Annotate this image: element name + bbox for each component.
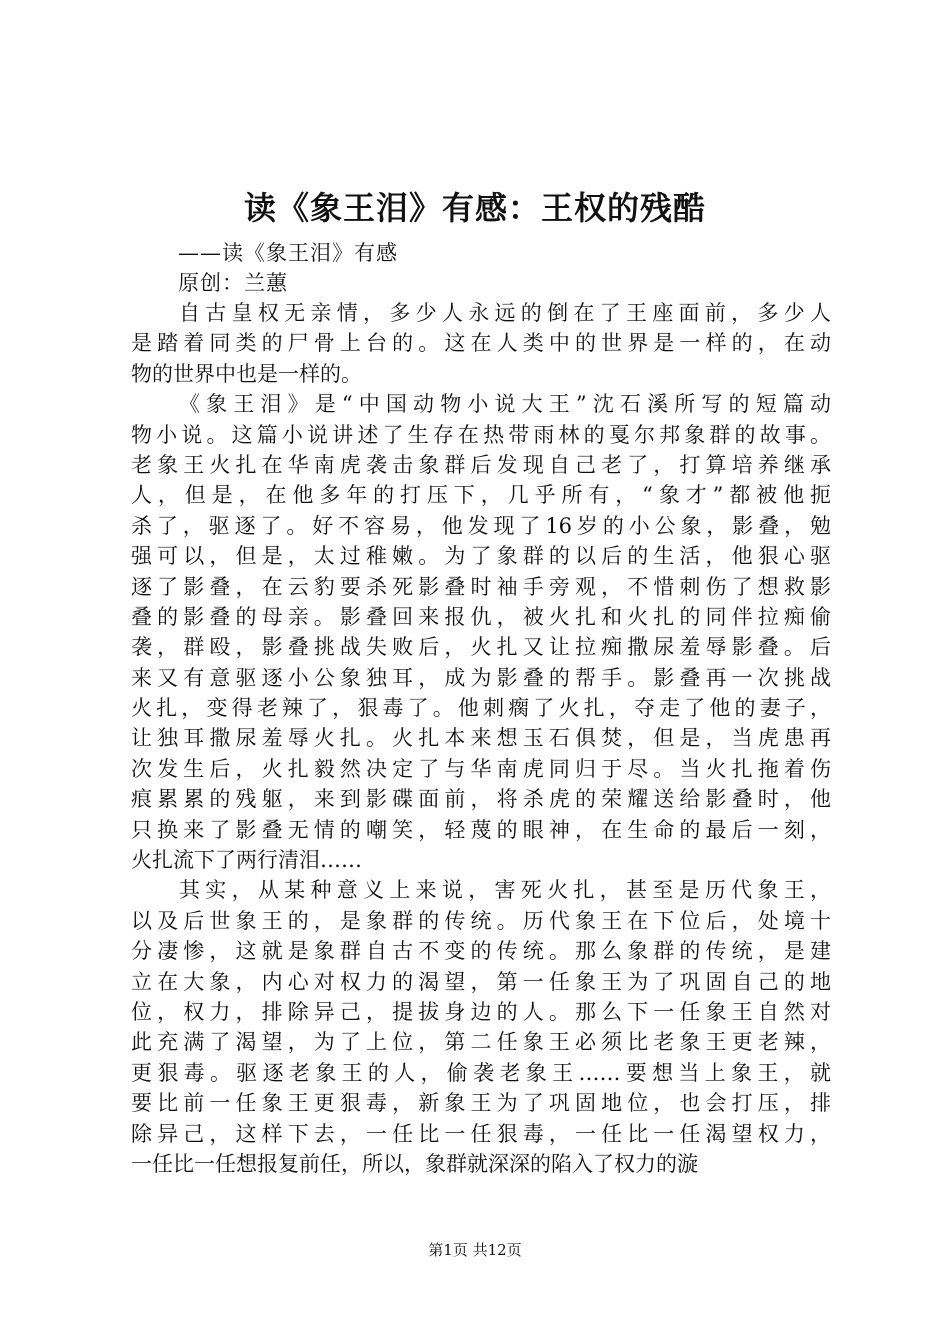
paragraph-line: 分凄惨，这就是象群自古不变的传统。那么象群的传统，是建 [131, 939, 831, 964]
paragraph-line: 一任比一任想报复前任，所以，象群就深深的陷入了权力的漩 [131, 1151, 698, 1176]
paragraph-line: 是踏着同类的尸骨上台的。这在人类中的世界是一样的，在动 [131, 331, 831, 356]
paragraph-line: 位，权力，排除异己，提拔身边的人。那么下一任象王自然对 [131, 999, 831, 1024]
paragraph-line: 自古皇权无亲情，多少人永远的倒在了王座面前，多少人 [179, 301, 831, 325]
paragraph-line: 杀了，驱逐了。好不容易，他发现了16岁的小公象，影叠，勉 [131, 513, 831, 538]
paragraph-line: 老象王火扎在华南虎袭击象群后发现自己老了，打算培养继承 [131, 452, 831, 477]
paragraph-line: 立在大象，内心对权力的渴望，第一任象王为了巩固自己的地 [131, 969, 831, 994]
paragraph-line: 人，但是，在他多年的打压下，几乎所有，“象才”都被他扼 [131, 483, 831, 508]
paragraph-line: 火扎，变得老辣了，狠毒了。他刺瘸了火扎，夺走了他的妻子， [131, 696, 831, 721]
paragraph-line: 其实，从某种意义上来说，害死火扎，甚至是历代象王， [179, 878, 831, 903]
paragraph-line: 来又有意驱逐小公象独耳，成为影叠的帮手。影叠再一次挑战 [131, 665, 831, 690]
paragraph-line: 让独耳撒尿羞辱火扎。火扎本来想玉石俱焚，但是，当虎患再 [131, 726, 831, 751]
paragraph-line: 只换来了影叠无情的嘲笑，轻蔑的眼神，在生命的最后一刻， [131, 817, 831, 842]
paragraph-line: 更狠毒。驱逐老象王的人，偷袭老象王……要想当上象王，就 [131, 1060, 831, 1085]
paragraph-line: 痕累累的残躯，来到影碟面前，将杀虎的荣耀送给影叠时，他 [131, 787, 831, 812]
document-body [131, 298, 831, 1179]
document-title: 读《象王泪》有感：王权的残酷 [243, 189, 706, 227]
paragraph-line: 火扎流下了两行清泪…… [131, 848, 362, 873]
paragraph-line: 要比前一任象王更狠毒，新象王为了巩固地位，也会打压，排 [131, 1091, 831, 1116]
paragraph-line: 叠的影叠的母亲。影叠回来报仇，被火扎和火扎的同伴拉痴偷 [131, 604, 831, 629]
paragraph-line: 以及后世象王的，是象群的传统。历代象王在下位后，处境十 [131, 908, 831, 933]
author-line: 原创：兰蕙 [178, 271, 288, 295]
paragraph-line: 物小说。这篇小说讲述了生存在热带雨林的戛尔邦象群的故事。 [131, 422, 831, 447]
paragraph-line: 逐了影叠，在云豹要杀死影叠时袖手旁观，不惜刺伤了想救影 [131, 574, 831, 599]
paragraph-line: 次发生后，火扎毅然决定了与华南虎同归于尽。当火扎拖着伤 [131, 756, 831, 781]
document-subtitle: ——读《象王泪》有感 [178, 241, 398, 265]
paragraph [131, 298, 831, 389]
paragraph [131, 875, 831, 1179]
paragraph-line: 物的世界中也是一样的。 [131, 361, 362, 386]
page-footer: 第1页 共12页 [428, 1241, 522, 1259]
paragraph-line: 《象王泪》是“中国动物小说大王”沈石溪所写的短篇动 [179, 392, 831, 417]
paragraph-line: 强可以，但是，太过稚嫩。为了象群的以后的生活，他狠心驱 [131, 544, 831, 569]
paragraph [131, 389, 831, 875]
paragraph-line: 除异己，这样下去，一任比一任狠毒，一任比一任渴望权力， [131, 1121, 831, 1146]
paragraph-line: 袭，群殴，影叠挑战失败后，火扎又让拉痴撒尿羞辱影叠。后 [131, 635, 831, 660]
paragraph-line: 此充满了渴望，为了上位，第二任象王必须比老象王更老辣， [131, 1030, 831, 1055]
